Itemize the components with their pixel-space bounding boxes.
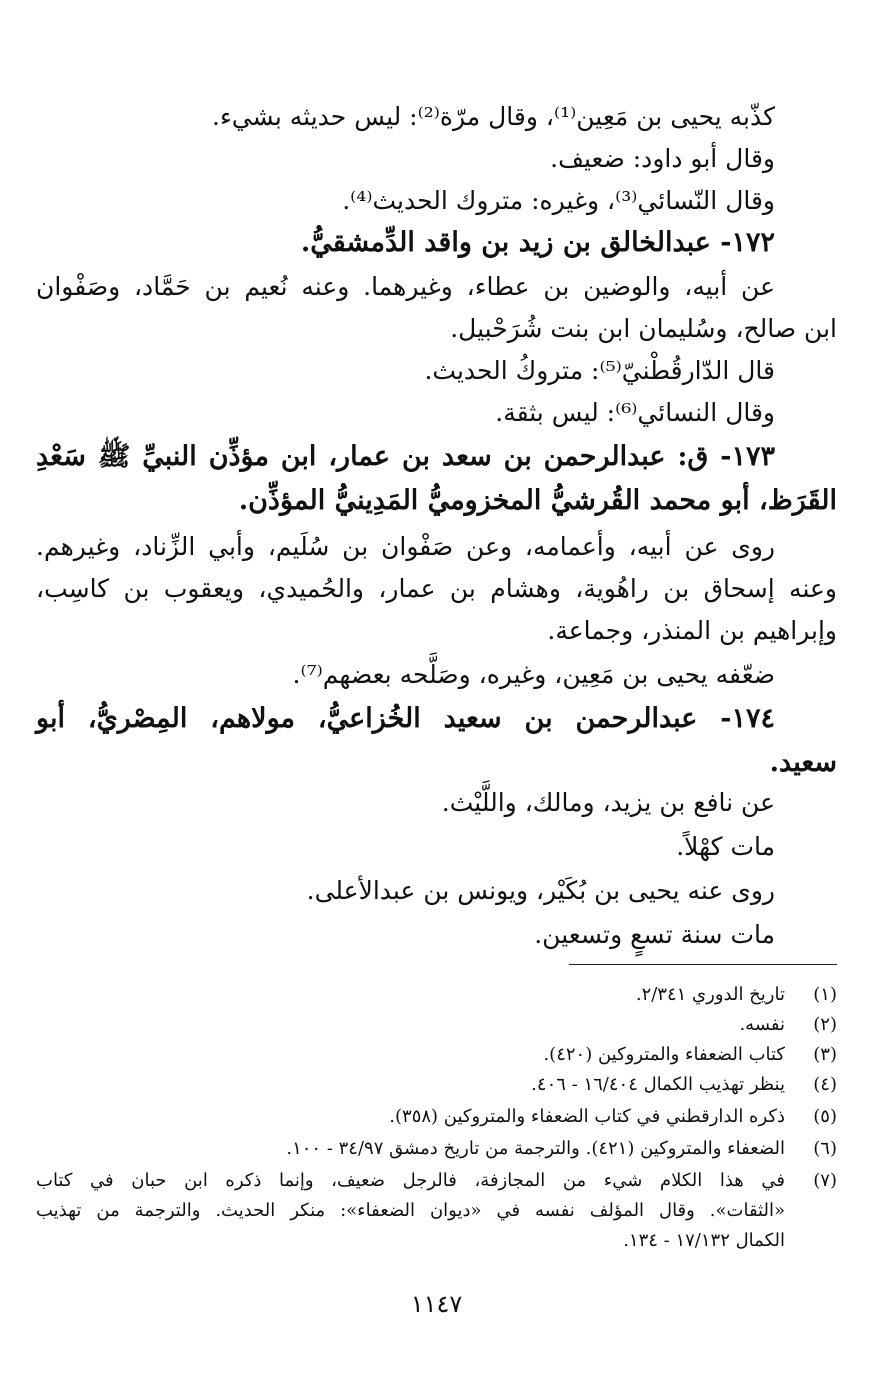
footnote-text: في هذا الكلام شيء من المجازفة، فالرجل ضعيف، وإنما ذكره ابن حبان في كتاب: [36, 1170, 785, 1191]
footnote-text: نفسه.: [739, 1014, 785, 1035]
text-line: وقال النّسائي⁽³⁾، وغيره: متروك الحديث⁽⁴⁾.: [342, 186, 775, 215]
text-line: عن أبيه، والوضين بن عطاء، وغيرهما. وعنه نُعيم بن حَمَّاد، وصَفْوان: [36, 272, 775, 301]
text-line: ابن صالح، وسُليمان ابن بنت شُرَحْبيل.: [450, 314, 837, 343]
text-line: مات كهْلاً.: [676, 832, 775, 861]
entry-heading-172: ١٧٢- عبدالخالق بن زيد بن واقد الدِّمشقيُّ.: [300, 227, 775, 258]
text-line: مات سنة تسعٍ وتسعين.: [534, 920, 775, 949]
text-line: وقال أبو داود: ضعيف.: [550, 144, 775, 173]
text-line: روى عنه يحيى بن بُكَيْر، ويونس بن عبدالأعلى.: [306, 876, 775, 905]
text-line: روى عن أبيه، وأعمامه، وعن صَفْوان بن سُلَيم، وأبي الزِّناد، وغيرهم.: [36, 532, 775, 561]
footnote-separator: [569, 964, 837, 965]
text-line: عن نافع بن يزيد، ومالك، واللَّيْث.: [441, 788, 775, 817]
footnote-number: (٢): [813, 1014, 837, 1035]
page-number: ١١٤٧: [410, 1290, 463, 1318]
text-line: قال الدّارقُطْنيّ⁽⁵⁾: متروكُ الحديث.: [424, 356, 775, 385]
footnote-text: الضعفاء والمتروكين (٤٢١). والترجمة من تاريخ دمشق ٣٤/٩٧ - ١٠٠.: [286, 1138, 785, 1159]
entry-heading-173-cont: القَرَظ، أبو محمد القُرشيُّ المخزوميُّ المَدِينيُّ المؤذِّن.: [238, 485, 837, 516]
footnote-text: كتاب الضعفاء والمتروكين (٤٢٠).: [543, 1044, 785, 1065]
footnote-number: (٧): [813, 1170, 837, 1191]
text-line: وإبراهيم بن المنذر، وجماعة.: [547, 616, 837, 645]
footnote-text: ينظر تهذيب الكمال ١٦/٤٠٤ - ٤٠٦.: [531, 1074, 785, 1095]
text-line: وعنه إسحاق بن راهُوية، وهشام بن عمار، والحُميدي، ويعقوب بن كاسِب،: [36, 574, 837, 603]
text-line: وقال النسائي⁽⁶⁾: ليس بثقة.: [495, 398, 775, 427]
footnote-text: ذكره الدارقطني في كتاب الضعفاء والمتروكين (٣٥٨).: [389, 1106, 785, 1127]
entry-heading-174-cont: سعيد.: [769, 747, 837, 778]
entry-heading-174: ١٧٤- عبدالرحمن بن سعيد الخُزاعيُّ، مولاهم، المِصْريُّ، أبو: [36, 703, 775, 734]
footnote-text: تاريخ الدوري ٢/٣٤١.: [635, 984, 785, 1005]
footnote-number: (١): [813, 984, 837, 1005]
footnote-text: «الثقات». وقال المؤلف نفسه في «ديوان الضعفاء»: منكر الحديث. والترجمة من تهذيب: [36, 1200, 785, 1221]
entry-heading-173: ١٧٣- ق: عبدالرحمن بن سعد بن عمار، ابن مؤذِّن النبيِّ ﷺ سَعْدِ: [36, 441, 775, 472]
footnote-number: (٦): [813, 1138, 837, 1159]
footnote-number: (٣): [813, 1044, 837, 1065]
text-line: ضعّفه يحيى بن مَعِين، وغيره، وصَلَّحه بعضهم⁽⁷⁾.: [292, 660, 775, 689]
text-line: كذّبه يحيى بن مَعِين⁽¹⁾، وقال مرّة⁽²⁾: ليس حديثه بشيء.: [212, 102, 775, 131]
footnote-text: الكمال ١٧/١٣٢ - ١٣٤.: [623, 1230, 785, 1251]
footnote-number: (٥): [813, 1106, 837, 1127]
footnote-number: (٤): [813, 1074, 837, 1095]
